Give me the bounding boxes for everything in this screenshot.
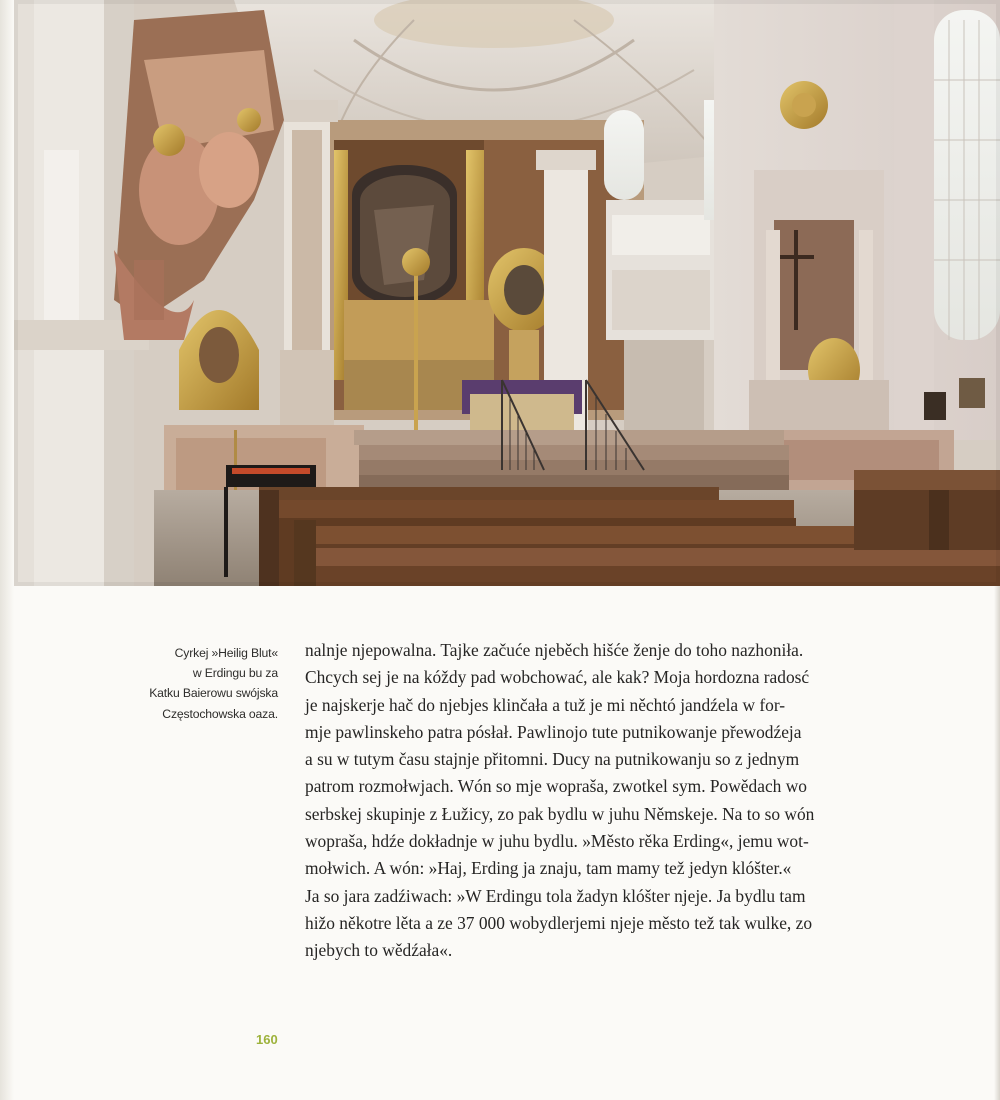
text-line: njebych to wědźała«. bbox=[305, 940, 453, 961]
text-line: mje pawlinskeho patra pósłał. Pawlinojo tute putnikowanje přewodźeja bbox=[305, 721, 802, 742]
page-number: 160 bbox=[256, 1032, 278, 1047]
caption-line: w Erdingu bu za bbox=[192, 666, 278, 681]
text-line: mołwich. A wón: »Haj, Erding ja znaju, tam mamy tež jedyn klóšter.« bbox=[305, 858, 792, 879]
text-line: wopraša, hdźe dokładnje w juhu bydlu. »Město rěka Erding«, jemu wot- bbox=[305, 831, 809, 852]
caption-line: Częstochowska oaza. bbox=[162, 706, 278, 721]
church-interior-photo bbox=[14, 0, 1000, 586]
text-line: je najskerje hač do njebjes klinčała a tuž je mi něchtó jandźela w for- bbox=[305, 694, 786, 715]
text-line: a su w tutym času stajnje přitomni. Ducy na putnikowanju so z jednym bbox=[305, 749, 800, 770]
text-line: nalnje njepowalna. Tajke začuće njeběch hišće ženje do toho nazhoniła. bbox=[305, 640, 804, 660]
text-line: patrom rozmołwjach. Wón so mje wopraša, zwotkel sym. Powědach wo bbox=[305, 776, 807, 797]
text-line: serbskej skupinje z Łužicy, zo pak bydlu w juhu Němskeje. Na to so wón bbox=[305, 803, 815, 824]
text-line: Chcych sej je na kóždy pad wobchować, ale kak? Moja hordozna radosć bbox=[305, 667, 810, 688]
reverse-side-bleed bbox=[296, 588, 996, 630]
body-paragraph bbox=[305, 637, 945, 965]
caption-line: Cyrkej »Heilig Blut« bbox=[174, 646, 278, 660]
caption-line: Katku Baierowu swójska bbox=[149, 686, 278, 701]
text-line: hižo někotre lěta a ze 37 000 wobydlerjemi njeje město tež tak wulke, zo bbox=[305, 912, 813, 933]
text-line: Ja so jara zadźiwach: »W Erdingu tola žadyn klóšter njeje. Ja bydlu tam bbox=[305, 885, 806, 906]
page-gutter-shadow bbox=[0, 0, 14, 1100]
photo-caption bbox=[120, 643, 278, 724]
